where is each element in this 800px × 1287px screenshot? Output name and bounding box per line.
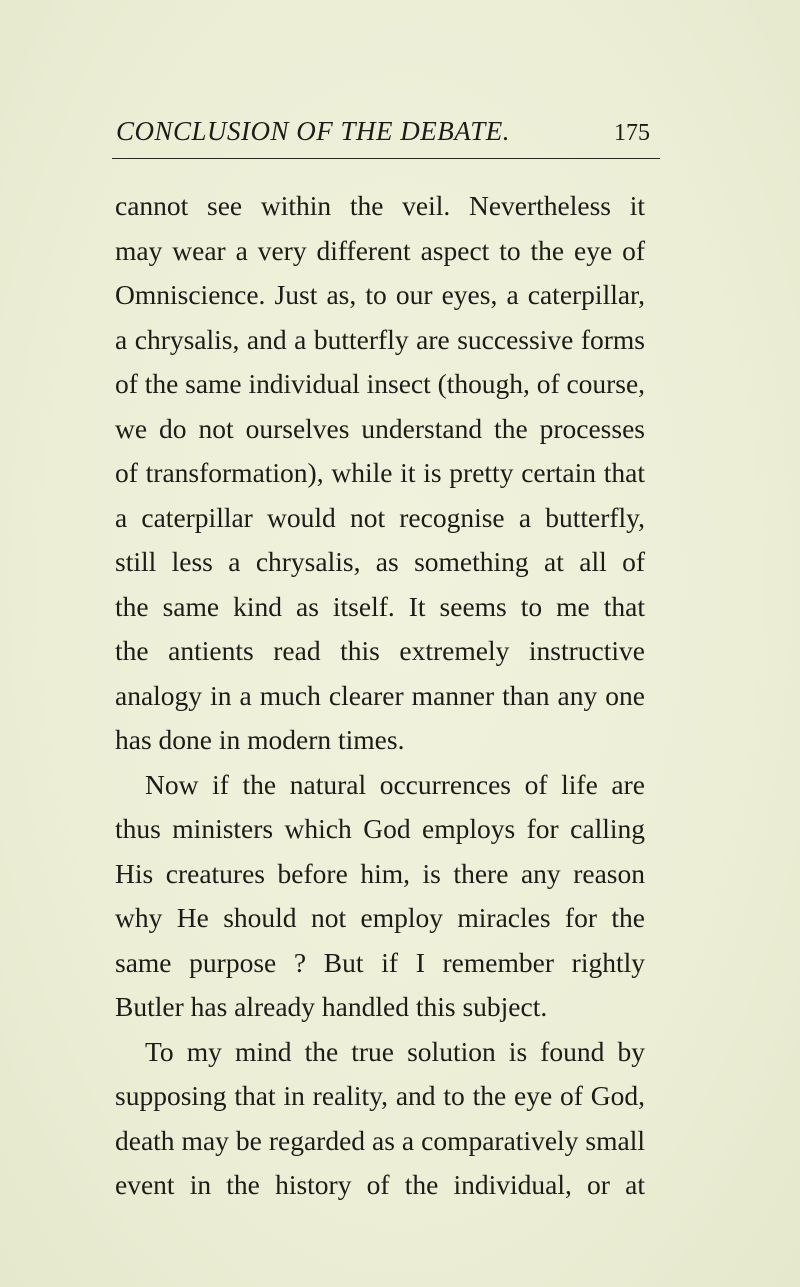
text-line: event in the history of the individual, or at <box>115 1169 645 1200</box>
running-head <box>112 112 660 162</box>
text-line: of transformation), while it is pretty certain that <box>115 457 645 488</box>
text-line: has done in modern times. <box>115 724 405 755</box>
text-line: supposing that in reality, and to the eye of God, <box>115 1080 645 1111</box>
body-text <box>115 184 645 1208</box>
text-line: Omniscience. Just as, to our eyes, a caterpillar, <box>115 279 645 310</box>
text-line: the antients read this extremely instructive <box>115 635 645 666</box>
text-line: To my mind the true solution is found by <box>145 1035 645 1067</box>
chapter-title: CONCLUSION OF THE DEBATE. <box>116 116 511 146</box>
text-line: we do not ourselves understand the processes <box>115 412 645 444</box>
text-line: His creatures before him, is there any reason <box>115 857 645 889</box>
text-line: analogy in a much clearer manner than any one <box>115 679 645 711</box>
header-rule <box>112 158 660 159</box>
text-line: death may be regarded as a comparatively small <box>115 1124 645 1156</box>
text-line: Now if the natural occurrences of life are <box>145 768 645 800</box>
text-line: thus ministers which God employs for calling <box>115 813 645 844</box>
text-line: a chrysalis, and a butterfly are successive forms <box>115 323 645 355</box>
text-line: may wear a very different aspect to the eye of <box>115 234 645 266</box>
text-line: of the same individual insect (though, of course, <box>115 368 645 399</box>
text-line: a caterpillar would not recognise a butterfly, <box>115 501 645 533</box>
text-line: the same kind as itself. It seems to me that <box>115 590 645 622</box>
text-line: same purpose ? But if I remember rightly <box>115 946 645 978</box>
text-line: why He should not employ miracles for the <box>115 902 645 933</box>
page-number: 175 <box>614 120 650 146</box>
text-line: Butler has already handled this subject. <box>115 991 548 1022</box>
text-line: cannot see within the veil. Nevertheless it <box>115 190 645 221</box>
text-line: still less a chrysalis, as something at all of <box>115 546 645 577</box>
